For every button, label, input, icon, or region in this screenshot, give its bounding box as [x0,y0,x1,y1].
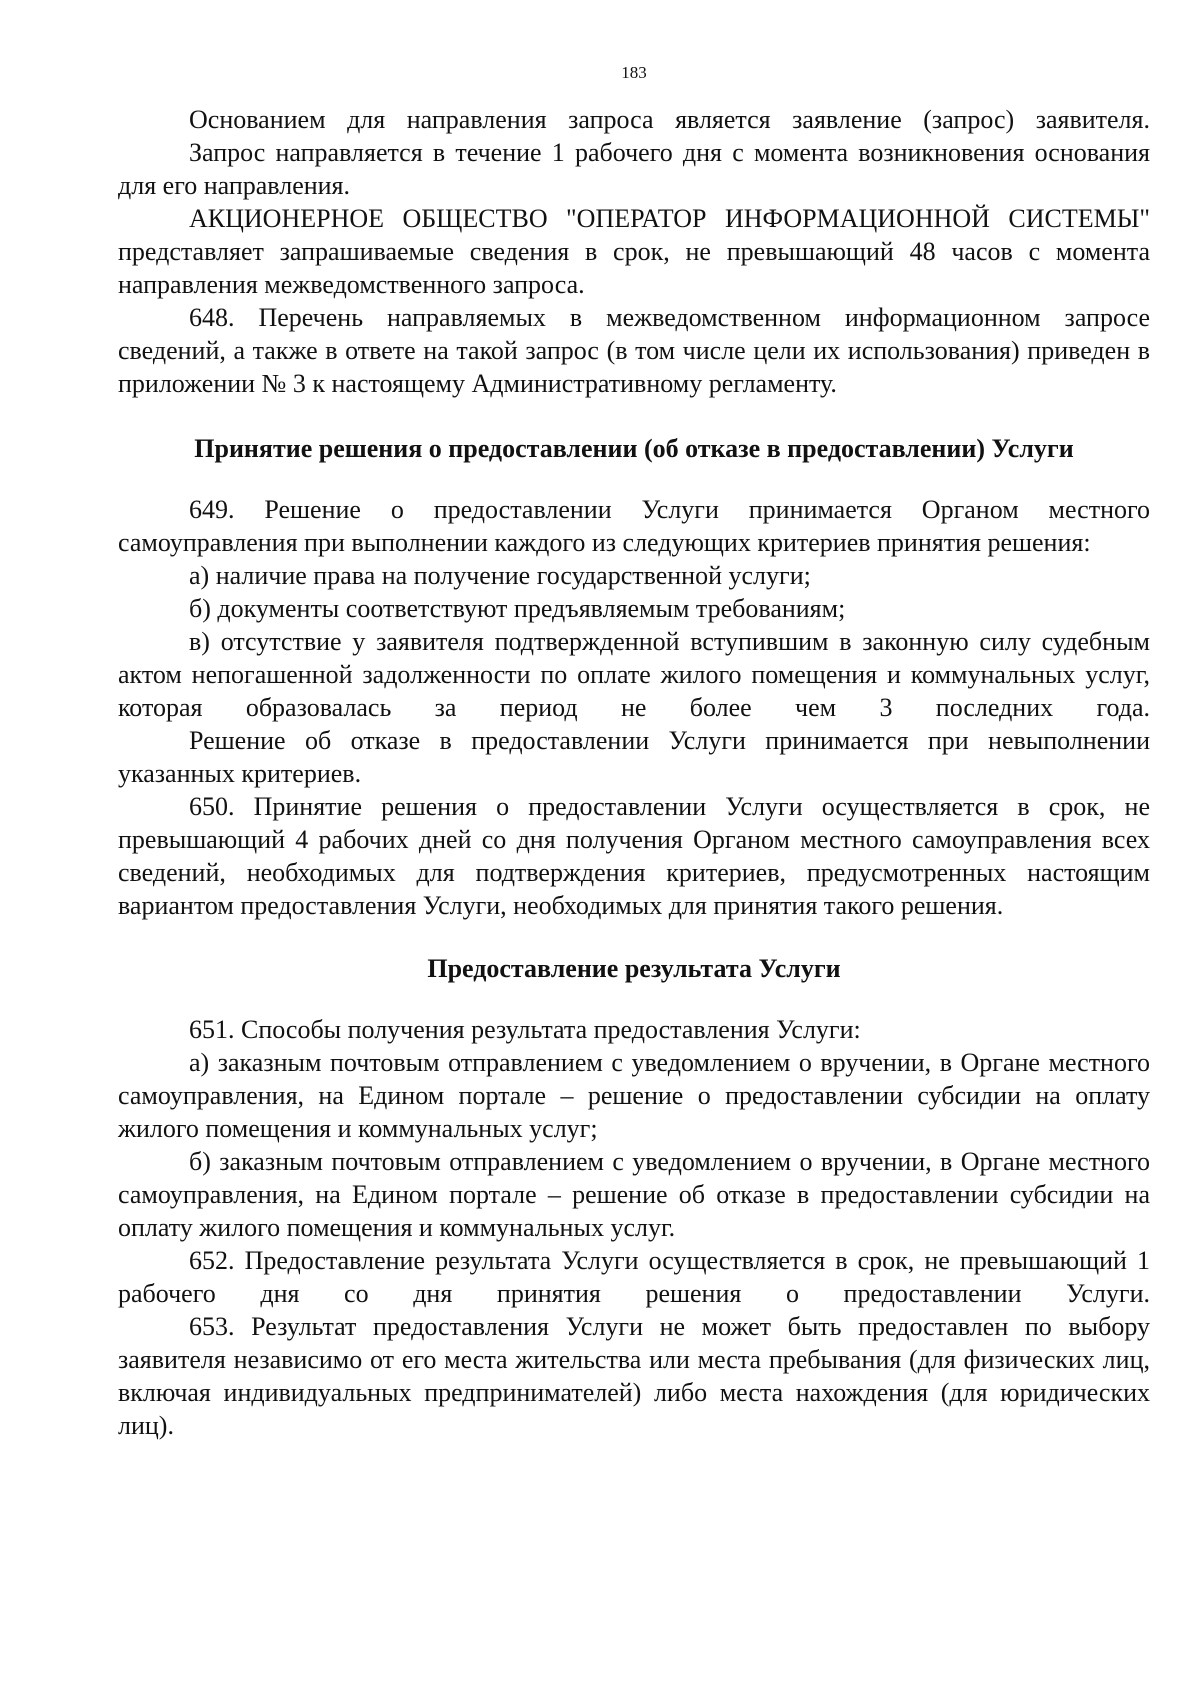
section-heading-result: Предоставление результата Услуги [427,954,841,983]
paragraph-refusal: Решение об отказе в предоставлении Услуги принимается при невыполнении указанных критериев. [118,726,1150,788]
document-page [118,62,1150,1442]
result-item-b: б) заказным почтовым отправлением с уведомлением о вручении, в Органе местного самоуправления, на Едином портале – решение об отказе в предоставлении субсидии на оплату жилого помещения и коммунальных услуг. [118,1147,1150,1242]
paragraph-648: 648. Перечень направляемых в межведомственном информационном запросе сведений, а также в ответе на такой запрос (в том числе цели их использования) приведен в приложении № 3 к настоящему Административному регламенту. [118,303,1150,398]
page-number: 183 [621,63,647,82]
paragraph-652: 652. Предоставление результата Услуги осуществляется в срок, не превышающий 1 рабочего дня со дня принятия решения о предоставлении Услуги. [118,1246,1150,1308]
section-heading-decision: Принятие решения о предоставлении (об отказе в предоставлении) Услуги [194,434,1074,463]
paragraph-request-basis: Основанием для направления запроса является заявление (запрос) заявителя. [189,105,1150,134]
paragraph-650: 650. Принятие решения о предоставлении Услуги осуществляется в срок, не превышающий 4 рабочих дней со дня получения Органом местного самоуправления всех сведений, необходимых для подтверждения критериев, предусмотренных настоящим вариантом предоставления Услуги, необходимых для принятия такого решения. [118,792,1150,920]
paragraph-649: 649. Решение о предоставлении Услуги принимается Органом местного самоуправления при выполнении каждого из следующих критериев принятия решения: [118,495,1150,557]
result-item-a: а) заказным почтовым отправлением с уведомлением о вручении, в Органе местного самоуправления, на Едином портале – решение о предоставлении субсидии на оплату жилого помещения и коммунальных услуг; [118,1048,1150,1143]
paragraph-operator-response: АКЦИОНЕРНОЕ ОБЩЕСТВО "ОПЕРАТОР ИНФОРМАЦИОННОЙ СИСТЕМЫ" представляет запрашиваемые сведения в срок, не превышающий 48 часов с момента направления межведомственного запроса. [118,204,1150,299]
list-item-c: в) отсутствие у заявителя подтвержденной вступившим в законную силу судебным актом непогашенной задолженности по оплате жилого помещения и коммунальных услуг, которая образовалась за период не более чем 3 последних года. [118,627,1150,722]
list-item-a: а) наличие права на получение государственной услуги; [189,561,811,590]
paragraph-request-timing: Запрос направляется в течение 1 рабочего дня с момента возникновения основания для его направления. [118,138,1150,200]
list-item-b: б) документы соответствуют предъявляемым требованиям; [189,594,846,623]
paragraph-653: 653. Результат предоставления Услуги не может быть предоставлен по выбору заявителя независимо от его места жительства или места пребывания (для физических лиц, включая индивидуальных предпринимателей) либо места нахождения (для юридических лиц). [118,1312,1150,1440]
paragraph-651: 651. Способы получения результата предоставления Услуги: [189,1015,861,1044]
